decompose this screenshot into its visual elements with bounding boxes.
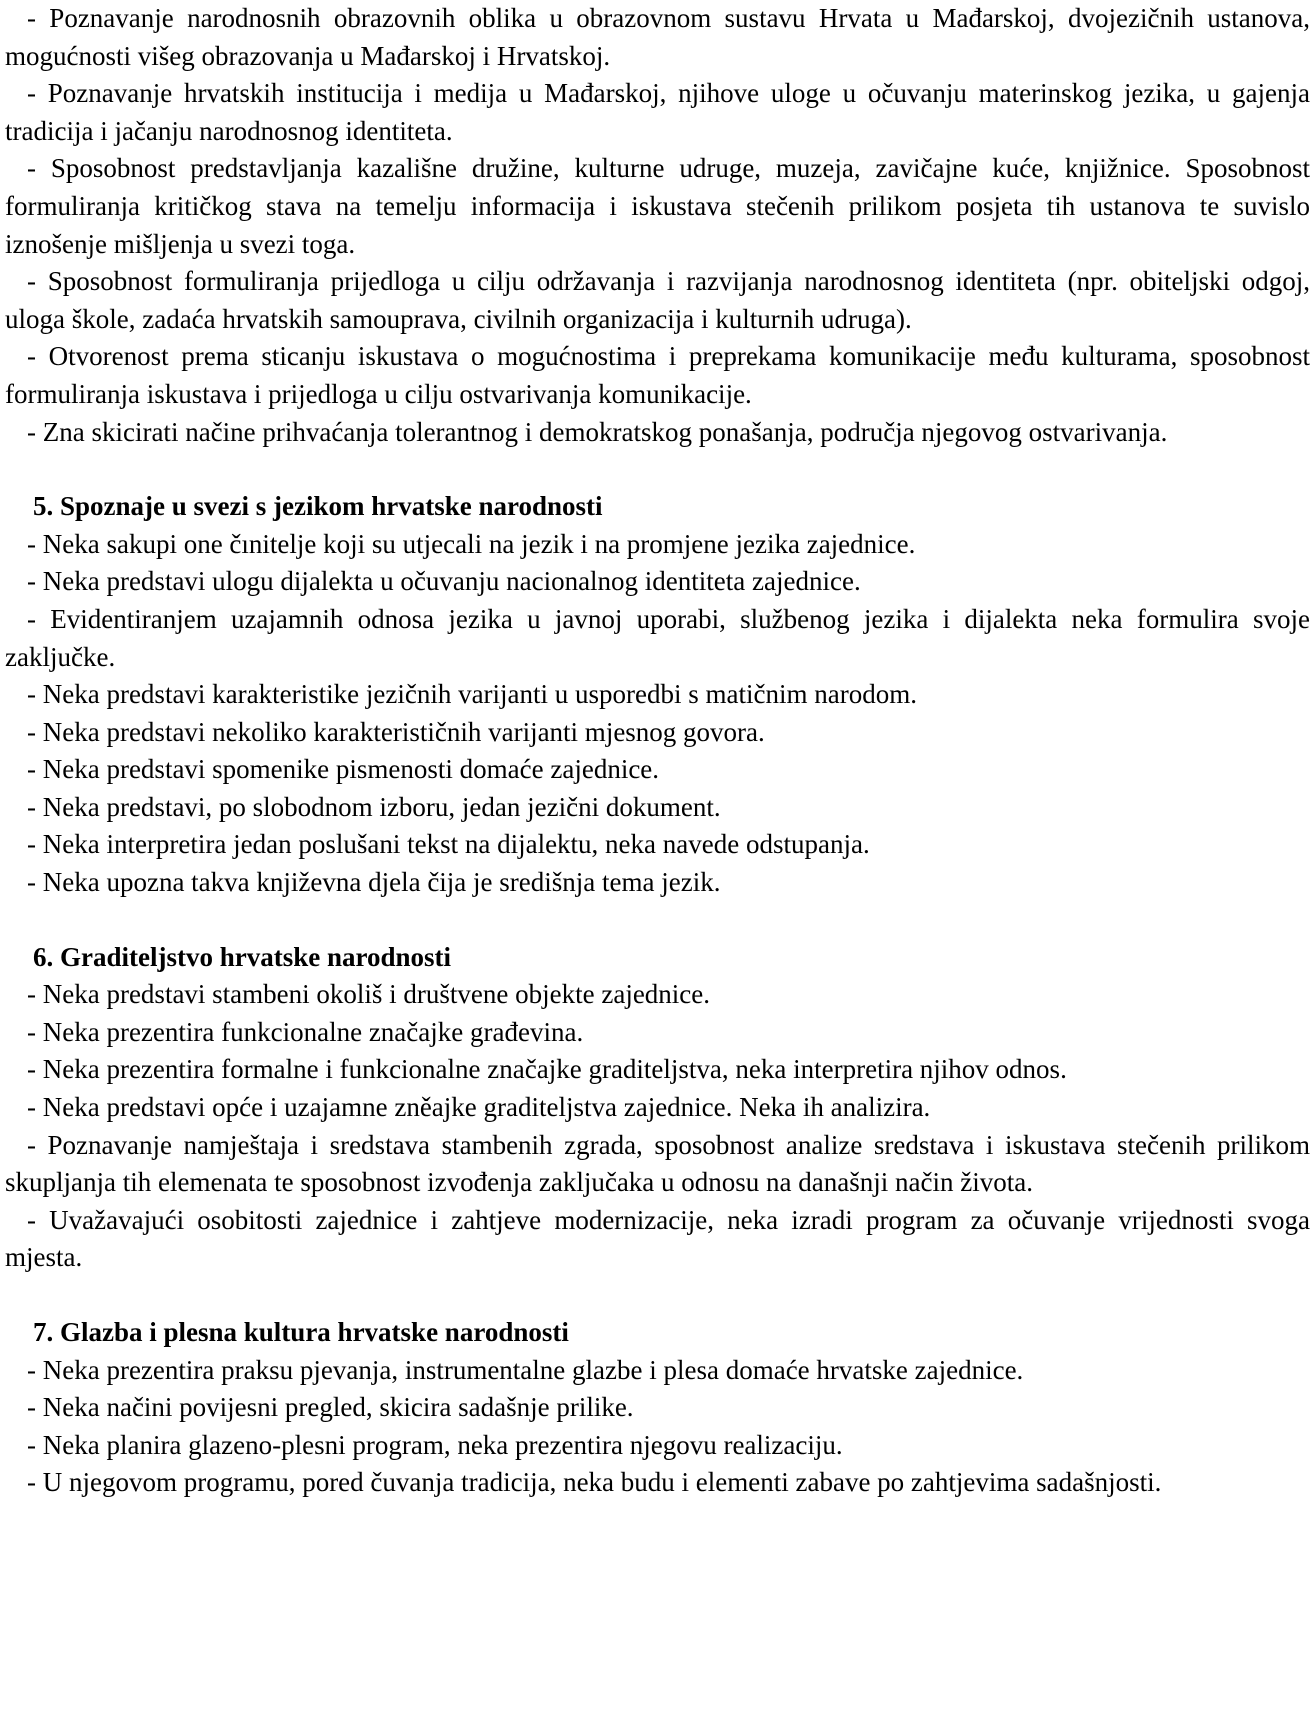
list-item: - Neka prezentira funkcionalne značajke građevina. <box>27 1016 584 1047</box>
section-heading: 7. Glazba i plesna kultura hrvatske narodnosti <box>33 1317 569 1347</box>
list-item: - Neka sakupi one čınitelje koji su utjecali na jezik i na promjene jezika zajednice. <box>27 528 916 559</box>
list-item: - Evidentiranjem uzajamnih odnosa jezika u javnoj uporabi, službenog jezika i dijalekta neka formulira svoje zaključke. <box>5 603 1310 672</box>
intro-paragraph: - Sposobnost formuliranja prijedloga u cilju održavanja i razvijanja narodnosnog identiteta (npr. obiteljski odgoj, uloga škole, zadaća hrvatskih samouprava, civilnih organizacija i kulturnih udruga). <box>5 266 1310 334</box>
section-heading: 5. Spoznaje u svezi s jezikom hrvatske narodnosti <box>33 491 603 522</box>
section-music-dance <box>5 1314 1310 1502</box>
list-item: - U njegovom programu, pored čuvanja tradicija, neka budu i elementi zabave po zahtjevima sadašnjosti. <box>27 1467 1162 1498</box>
intro-section <box>5 0 1310 451</box>
list-item: - Neka prezentira formalne i funkcionalne značajke graditeljstva, neka interpretira njihov odnos. <box>27 1054 1067 1085</box>
list-item: - Neka planira glazeno-plesni program, neka prezentira njegovu realizaciju. <box>27 1429 843 1460</box>
list-item: - Neka predstavi spomenike pismenosti domaće zajednice. <box>27 754 660 785</box>
intro-paragraph: - Poznavanje hrvatskih institucija i medija u Mađarskoj, njihove uloge u očuvanju materinskog jezika, u gajenja tradicija i jačanju narodnosnog identiteta. <box>5 78 1310 146</box>
list-item: - Neka predstavi karakteristike jezičnih varijanti u usporedbi s matičnim narodom. <box>27 679 917 710</box>
list-item: - Neka prezentira praksu pjevanja, instrumentalne glazbe i plesa domaće hrvatske zajednice. <box>27 1354 1024 1385</box>
intro-paragraph: - Poznavanje narodnosnih obrazovnih oblika u obrazovnom sustavu Hrvata u Mađarskoj, dvojezičnih ustanova, mogućnosti višeg obrazovanja u Mađarskoj i Hrvatskoj. <box>5 3 1310 71</box>
list-item: - Neka predstavi nekoliko karakterističnih varijanti mjesnog govora. <box>27 716 765 747</box>
document-page <box>5 0 1310 1502</box>
list-item: - Neka predstavi opće i uzajamne zněajke graditeljstva zajednice. Neka ih analizira. <box>27 1092 931 1123</box>
intro-paragraph: - Zna skicirati načine prihvaćanja tolerantnog i demokratskog ponašanja, područja njegovog ostvarivanja. <box>27 416 1168 447</box>
section-heading: 6. Graditeljstvo hrvatske narodnosti <box>33 941 452 972</box>
intro-paragraph: - Otvorenost prema sticanju iskustava o mogućnostima i preprekama komunikacije među kulturama, sposobnost formuliranja iskustava i prijedloga u cilju ostvarivanja komunikacije. <box>5 341 1310 409</box>
intro-paragraph: - Sposobnost predstavljanja kazališne družine, kulturne udruge, muzeja, zavičajne kuće, knjižnice. Sposobnost formuliranja kritičkog stava na temelju informacija i iskustava stečenih prilikom posjeta tih ustanova te suvislo iznošenje mišljenja u svezi toga. <box>5 153 1310 259</box>
section-architecture <box>5 939 1310 1277</box>
list-item: - Neka predstavi ulogu dijalekta u očuvanju nacionalnog identiteta zajednice. <box>27 566 861 597</box>
list-item: - Neka predstavi, po slobodnom izboru, jedan jezični dokument. <box>27 791 721 822</box>
list-item: - Poznavanje namještaja i sredstava stambenih zgrada, sposobnost analize sredstava i iskustava stečenih prilikom skupljanja tih elemenata te sposobnost izvođenja zaključaka u odnosu na današnji način života. <box>5 1129 1310 1198</box>
list-item: - Neka upozna takva književna djela čija je središnja tema jezik. <box>27 867 721 898</box>
list-item: - Neka predstavi stambeni okoliš i društvene objekte zajednice. <box>27 979 711 1010</box>
list-item: - Neka interpretira jedan poslušani tekst na dijalektu, neka navede odstupanja. <box>27 829 870 860</box>
section-language <box>5 488 1310 902</box>
list-item: - Neka načini povijesni pregled, skicira sadašnje prilike. <box>27 1392 634 1423</box>
list-item: - Uvažavajući osobitosti zajednice i zahtjeve modernizacije, neka izradi program za očuvanje vrijednosti svoga mjesta. <box>5 1204 1310 1273</box>
